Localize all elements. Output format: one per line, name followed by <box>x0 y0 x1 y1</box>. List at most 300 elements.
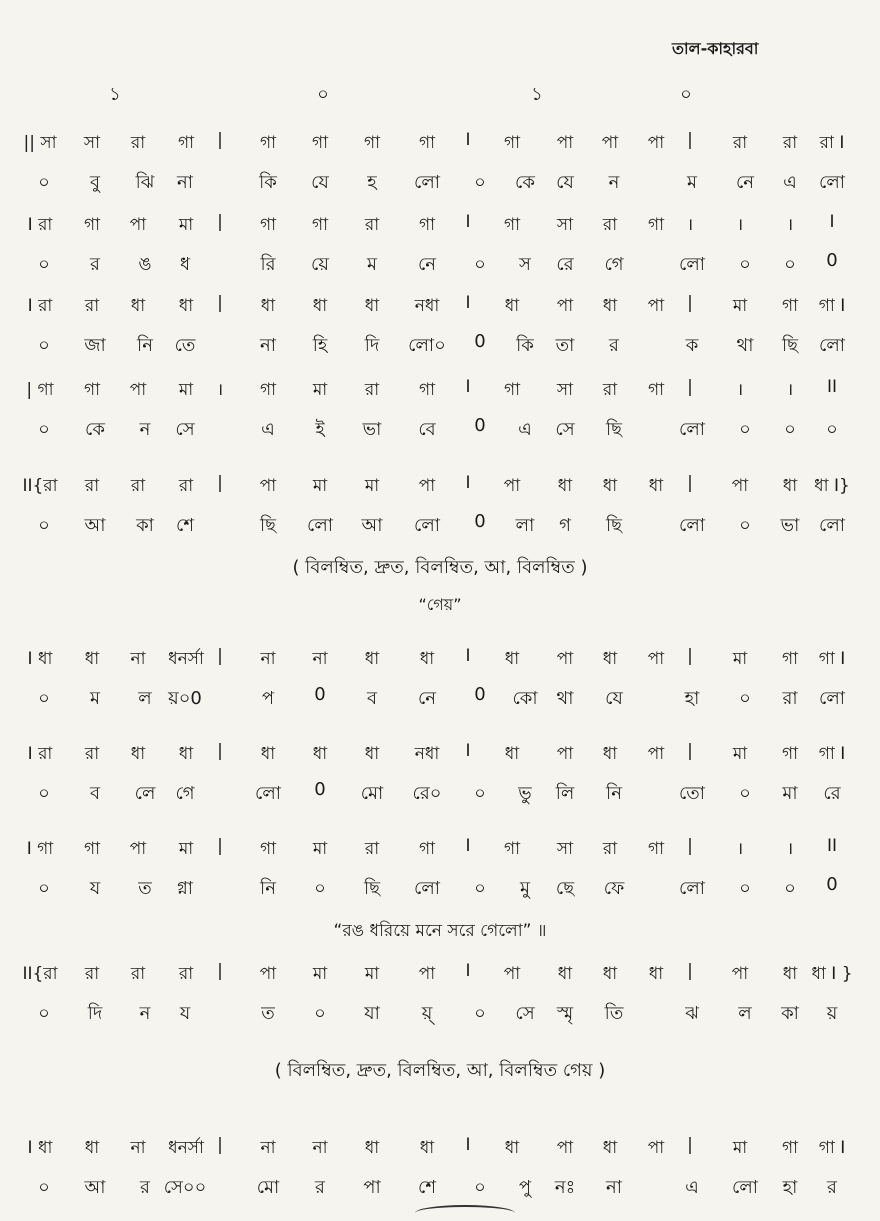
swara-note: I ধা <box>27 649 53 669</box>
swara-row <box>0 741 880 769</box>
lyric-syllable: য <box>89 878 101 899</box>
lyric-syllable: যে <box>311 172 329 193</box>
lyric-syllable: ০ <box>38 783 50 804</box>
lyric-syllable: 0 <box>474 684 486 705</box>
swara-row <box>0 836 880 864</box>
bar-line: | <box>687 1135 693 1155</box>
swara-note: মা <box>364 476 380 496</box>
swara-note: রা <box>178 964 194 984</box>
lyric-syllable: এ <box>783 172 797 193</box>
lyric-syllable: গে <box>604 254 624 275</box>
lyric-syllable: ০ <box>38 688 50 709</box>
swara-note: রা <box>84 744 100 764</box>
swara-row <box>0 130 880 158</box>
lyric-syllable: লো <box>255 783 281 804</box>
swara-note: রা <box>364 380 380 400</box>
swara-note: I ধা <box>27 1138 53 1158</box>
lyric-syllable: ব <box>366 688 378 709</box>
lyric-row <box>0 511 880 539</box>
lyric-syllable: ০ <box>784 419 796 440</box>
lyric-syllable: রি <box>260 254 276 275</box>
lyric-syllable: না <box>260 335 276 356</box>
lyric-syllable: লো <box>414 515 440 536</box>
swara-note: গা I <box>818 744 846 764</box>
lyric-syllable: ছি <box>363 878 381 899</box>
lyric-syllable: ০ <box>739 254 751 275</box>
lyric-syllable: ক <box>685 335 699 356</box>
swara-note: ধা <box>260 296 276 316</box>
swara-note: গা <box>647 380 665 400</box>
lyric-syllable: ০ <box>474 1003 486 1024</box>
lyric-syllable: মু <box>520 878 530 899</box>
lyric-syllable: লো <box>679 419 705 440</box>
bar-line: I <box>465 473 471 493</box>
swara-note: ধা <box>178 744 194 764</box>
lyric-syllable: কে <box>85 419 105 440</box>
swara-note: ধা <box>419 649 435 669</box>
lyric-syllable: য <box>179 1003 191 1024</box>
lyric-syllable: লো <box>414 878 440 899</box>
lyric-syllable: 0 <box>314 684 326 705</box>
swara-note: ধা <box>312 744 328 764</box>
swara-note: ধা <box>260 744 276 764</box>
bar-line: | <box>687 836 693 856</box>
bar-line: I <box>465 130 471 150</box>
swara-note: ধা <box>602 744 618 764</box>
lyric-syllable: ছে <box>555 878 575 899</box>
swara-note: না <box>312 1138 328 1158</box>
lyric-syllable: তো <box>678 783 706 804</box>
swara-note: পা <box>556 649 574 669</box>
lyric-syllable: ছি <box>605 419 623 440</box>
lyric-syllable: 0 <box>314 779 326 800</box>
lyric-syllable: ত <box>138 878 152 899</box>
swara-note: নধা <box>414 744 440 764</box>
swara-note: গা <box>259 133 277 153</box>
swara-note: গা <box>259 380 277 400</box>
lyric-syllable: ০ <box>784 254 796 275</box>
lyric-syllable: লো <box>307 515 333 536</box>
swara-row <box>0 293 880 321</box>
lyric-syllable: বু <box>89 172 101 193</box>
swara-note: গা <box>781 296 799 316</box>
lyric-syllable: ০ <box>38 419 50 440</box>
lyric-syllable: ঝি <box>135 172 155 193</box>
lyric-syllable: কে <box>515 172 535 193</box>
swara-note: গা <box>83 380 101 400</box>
lyric-syllable: রে <box>823 783 841 804</box>
lyric-syllable: ছি <box>781 335 799 356</box>
lyric-syllable: তি <box>604 1003 624 1024</box>
lyric-syllable: রে <box>556 254 574 275</box>
lyric-syllable: নে <box>417 254 437 275</box>
lyric-syllable: ভা <box>780 515 800 536</box>
swara-note: ধনর্সা <box>168 1138 204 1158</box>
swara-note: রা <box>364 839 380 859</box>
swara-note: পা <box>647 133 665 153</box>
lyric-syllable: লো <box>679 878 705 899</box>
lyric-syllable: লো <box>732 1177 758 1198</box>
instruction-line: ( বিলম্বিত, দ্রুত, বিলম্বিত, আ, বিলম্বিত গেয় ) <box>274 1060 606 1081</box>
lyric-syllable: সে <box>555 419 575 440</box>
swara-note: রা <box>732 133 748 153</box>
swara-note: ধা <box>504 649 520 669</box>
swara-note: পা <box>556 296 574 316</box>
swara-note: রা <box>130 133 146 153</box>
swara-note: না <box>260 1138 276 1158</box>
lyric-syllable: রা <box>782 688 798 709</box>
lyric-syllable: ছি <box>605 515 623 536</box>
swara-note: গা <box>503 215 521 235</box>
swara-note: মা <box>312 964 328 984</box>
bar-line: । <box>736 380 744 400</box>
bar-line: | <box>217 473 223 493</box>
swara-note: গা <box>259 215 277 235</box>
swara-note: ধা <box>602 964 618 984</box>
bar-line: । <box>686 215 694 235</box>
swara-note: পা <box>601 133 619 153</box>
swara-note: ধা <box>178 296 194 316</box>
lyric-syllable: হি <box>312 335 328 356</box>
lyric-syllable: লো <box>819 515 845 536</box>
lyric-syllable: 0 <box>474 331 486 352</box>
bar-line: | <box>217 741 223 761</box>
swara-row <box>0 1135 880 1163</box>
swara-note: ধা <box>782 964 798 984</box>
lyric-row <box>0 684 880 712</box>
lyric-syllable: হা <box>782 1177 798 1198</box>
bar-line: | <box>687 130 693 150</box>
lyric-syllable: ০ <box>826 419 838 440</box>
lyric-syllable: গে <box>175 783 195 804</box>
lyric-syllable: সে <box>515 1003 535 1024</box>
swara-note: ধনর্সা <box>168 649 204 669</box>
lyric-syllable: নে <box>735 172 755 193</box>
lyric-syllable: কি <box>259 172 277 193</box>
lyric-syllable: না <box>606 1177 622 1198</box>
swara-note: পা <box>556 1138 574 1158</box>
swara-note: I রা <box>27 744 53 764</box>
beat-mark: ১ <box>109 84 121 105</box>
bar-line: । <box>786 380 794 400</box>
swara-note: ধা <box>504 1138 520 1158</box>
refrain-line: “রঙ ধরিয়ে মনে সরে গেলো” ॥ <box>333 921 547 941</box>
swara-note: পা <box>556 133 574 153</box>
lyric-syllable: না <box>177 172 193 193</box>
bar-line: | <box>687 646 693 666</box>
swara-note: || সা <box>23 133 57 153</box>
lyric-syllable: ০ <box>38 1177 50 1198</box>
lyric-syllable: তা <box>555 335 575 356</box>
swara-note: ধা <box>364 1138 380 1158</box>
instruction-line: ( বিলম্বিত, দ্রুত, বিলম্বিত, আ, বিলম্বিত ) <box>292 557 588 578</box>
lyric-syllable: আ <box>84 515 106 536</box>
lyric-syllable: ০ <box>38 515 50 536</box>
swara-note: রা <box>602 380 618 400</box>
lyric-row <box>0 415 880 443</box>
lyric-syllable: লো <box>819 172 845 193</box>
lyric-syllable: র <box>827 1177 837 1198</box>
swara-note: রা <box>602 839 618 859</box>
lyric-syllable: ০ <box>739 515 751 536</box>
lyric-syllable: ত <box>261 1003 275 1024</box>
swara-row <box>0 961 880 989</box>
lyric-syllable: য় <box>826 1003 838 1024</box>
swara-note: না <box>312 649 328 669</box>
swara-note: মা <box>364 964 380 984</box>
lyric-syllable: গ্না <box>176 878 194 899</box>
beat-mark: ০ <box>317 84 329 105</box>
lyric-syllable: ০ <box>38 172 50 193</box>
bar-line: । <box>786 839 794 859</box>
swara-note: রা <box>84 964 100 984</box>
lyric-syllable: লো <box>679 254 705 275</box>
lyric-row <box>0 250 880 278</box>
beat-mark: ০ <box>680 84 692 105</box>
lyric-syllable: 0 <box>826 250 838 271</box>
lyric-syllable: ০ <box>474 254 486 275</box>
lyric-syllable: পা <box>363 1177 381 1198</box>
swara-note: পা <box>129 215 147 235</box>
lyric-syllable: 0 <box>826 874 838 895</box>
lyric-syllable: লো০ <box>408 335 446 356</box>
lyric-syllable: নে <box>417 688 437 709</box>
lyric-syllable: লো <box>819 688 845 709</box>
lyric-syllable: ০ <box>38 1003 50 1024</box>
swara-note: ধা <box>130 296 146 316</box>
lyric-syllable: ন <box>139 419 151 440</box>
swara-note: মা <box>732 744 748 764</box>
lyric-syllable: ন <box>608 172 620 193</box>
lyric-syllable: ০ <box>314 1003 326 1024</box>
bar-line: | <box>687 741 693 761</box>
swara-note: পা <box>129 839 147 859</box>
swara-note: ধা <box>312 296 328 316</box>
lyric-syllable: নি <box>260 878 276 899</box>
lyric-syllable: হা <box>684 688 700 709</box>
swara-note: মা <box>312 380 328 400</box>
bar-line: | <box>687 473 693 493</box>
swara-note: ধা <box>602 649 618 669</box>
swara-note: ধা <box>130 744 146 764</box>
lyric-syllable: লা <box>515 515 535 536</box>
swara-note: ধা <box>602 296 618 316</box>
swara-note: গা I <box>818 649 846 669</box>
swara-note: পা <box>647 1138 665 1158</box>
lyric-syllable: এ <box>261 419 275 440</box>
beat-marks-row <box>0 80 880 104</box>
lyric-syllable: ০ <box>784 878 796 899</box>
lyric-syllable: ই <box>315 419 325 440</box>
swara-note: রা <box>602 215 618 235</box>
swara-note: I রা <box>27 215 53 235</box>
swara-note: নধা <box>414 296 440 316</box>
lyric-syllable: য়ে <box>311 254 329 275</box>
lyric-syllable: ০ <box>739 878 751 899</box>
swara-note: I রা <box>27 296 53 316</box>
swara-note: I গা <box>26 839 54 859</box>
lyric-syllable: নি <box>137 335 153 356</box>
swara-note: পা <box>647 296 665 316</box>
lyric-row <box>0 779 880 807</box>
bar-line: | <box>217 961 223 981</box>
lyric-row <box>0 999 880 1027</box>
swara-note: গা <box>363 133 381 153</box>
bar-line: I <box>465 741 471 761</box>
swara-note: রা <box>364 215 380 235</box>
swara-note: সা <box>556 215 574 235</box>
swara-note: ধা <box>557 964 573 984</box>
lyric-syllable: আ <box>84 1177 106 1198</box>
bar-line: | <box>687 961 693 981</box>
bar-line: | <box>217 646 223 666</box>
swara-note: ধা I} <box>814 476 850 496</box>
swara-note: গা <box>503 133 521 153</box>
swara-note: গা <box>311 133 329 153</box>
lyric-syllable: কা <box>781 1003 799 1024</box>
beat-mark: ১ <box>531 84 543 105</box>
swara-note: ধা <box>602 476 618 496</box>
swara-note: গা <box>503 839 521 859</box>
swara-note: মা <box>178 215 194 235</box>
lyric-syllable: ল <box>138 688 152 709</box>
bar-line: I <box>465 836 471 856</box>
page-edge-mark <box>415 1205 515 1221</box>
lyric-syllable: পু <box>518 1177 532 1198</box>
swara-note: ধা <box>557 476 573 496</box>
swara-note: ধা <box>364 744 380 764</box>
swara-note: রা I <box>819 133 845 153</box>
lyric-syllable: লো <box>414 172 440 193</box>
lyric-row <box>0 331 880 359</box>
swara-note: রা <box>782 133 798 153</box>
lyric-syllable: ০ <box>38 254 50 275</box>
lyric-syllable: নঃ <box>554 1177 576 1198</box>
swara-note: গা <box>418 380 436 400</box>
lyric-syllable: হ <box>367 172 377 193</box>
swara-note: গা <box>781 1138 799 1158</box>
lyric-syllable: ন <box>139 1003 151 1024</box>
swara-note: রা <box>178 476 194 496</box>
swara-note: পা <box>731 476 749 496</box>
swara-note: গা <box>781 744 799 764</box>
lyric-syllable: ০ <box>474 878 486 899</box>
lyric-syllable: 0 <box>474 415 486 436</box>
lyric-syllable: রে০ <box>412 783 442 804</box>
bar-line: II <box>826 836 838 856</box>
swara-note: ধা <box>504 296 520 316</box>
bar-line: II <box>826 377 838 397</box>
bar-line: I <box>829 212 835 232</box>
lyric-syllable: এ <box>685 1177 699 1198</box>
swara-row <box>0 377 880 405</box>
lyric-syllable: থা <box>736 335 754 356</box>
lyric-syllable: কি <box>516 335 534 356</box>
bar-line: | <box>217 1135 223 1155</box>
swara-note: গা <box>781 649 799 669</box>
lyric-syllable: শে <box>418 1177 436 1198</box>
bar-line: | <box>217 212 223 232</box>
lyric-syllable: নি <box>606 783 622 804</box>
lyric-syllable: মা <box>782 783 798 804</box>
lyric-syllable: দি <box>364 335 380 356</box>
lyric-syllable: ভা <box>362 419 382 440</box>
lyric-syllable: সে০০ <box>163 1177 207 1198</box>
lyric-syllable: শে <box>176 515 194 536</box>
swara-note: ধা <box>782 476 798 496</box>
lyric-syllable: ০ <box>474 1177 486 1198</box>
swara-note: পা <box>503 476 521 496</box>
swara-note: ধা <box>84 1138 100 1158</box>
lyric-syllable: ০ <box>739 419 751 440</box>
lyric-syllable: য়্ <box>421 1003 433 1024</box>
lyric-syllable: লি <box>555 783 575 804</box>
lyric-syllable: লে <box>134 783 156 804</box>
lyric-syllable: ০ <box>474 783 486 804</box>
lyric-syllable: বে <box>418 419 436 440</box>
swara-note: গা <box>311 215 329 235</box>
lyric-syllable: স <box>519 254 531 275</box>
swara-note: ধা <box>648 476 664 496</box>
swara-note: মা <box>732 649 748 669</box>
swara-note: II{রা <box>22 476 58 496</box>
lyric-syllable: ০ <box>38 878 50 899</box>
lyric-syllable: লো <box>819 335 845 356</box>
lyric-syllable: ল <box>738 1003 752 1024</box>
lyric-syllable: ঝ <box>685 1003 699 1024</box>
lyric-syllable: ব <box>89 783 101 804</box>
lyric-syllable: ০ <box>739 783 751 804</box>
bar-line: । <box>736 839 744 859</box>
swara-note: গা I <box>818 1138 846 1158</box>
swara-note: রা <box>130 476 146 496</box>
lyric-syllable: র <box>315 1177 325 1198</box>
swara-note: রা <box>84 296 100 316</box>
swara-note: না <box>260 649 276 669</box>
swara-note: রা <box>130 964 146 984</box>
swara-row <box>0 646 880 674</box>
lyric-syllable: ছি <box>259 515 277 536</box>
lyric-syllable: দি <box>87 1003 103 1024</box>
lyric-syllable: সে <box>175 419 195 440</box>
swara-note: পা <box>731 964 749 984</box>
swara-note: II{রা <box>22 964 58 984</box>
lyric-syllable: র <box>140 1177 150 1198</box>
swara-note: পা <box>129 380 147 400</box>
tala-label: তাল-কাহারবা <box>672 39 759 58</box>
swara-note: মা <box>178 380 194 400</box>
swara-note: ধা <box>602 1138 618 1158</box>
swara-note: না <box>130 649 146 669</box>
swara-note: গা <box>647 215 665 235</box>
swara-note: ধা <box>648 964 664 984</box>
lyric-row <box>0 874 880 902</box>
lyric-syllable: লো <box>679 515 705 536</box>
swara-note: মা <box>312 839 328 859</box>
bar-line: । <box>216 380 224 400</box>
bar-line: | <box>217 293 223 313</box>
swara-note: সা <box>556 839 574 859</box>
swara-note: গা <box>418 839 436 859</box>
lyric-syllable: থা <box>556 688 574 709</box>
lyric-syllable: তে <box>174 335 196 356</box>
bar-line: I <box>465 293 471 313</box>
bar-line: | <box>217 130 223 150</box>
swara-note: গা <box>259 839 277 859</box>
bar-line: I <box>465 961 471 981</box>
bar-line: । <box>736 215 744 235</box>
swara-note: পা <box>556 744 574 764</box>
